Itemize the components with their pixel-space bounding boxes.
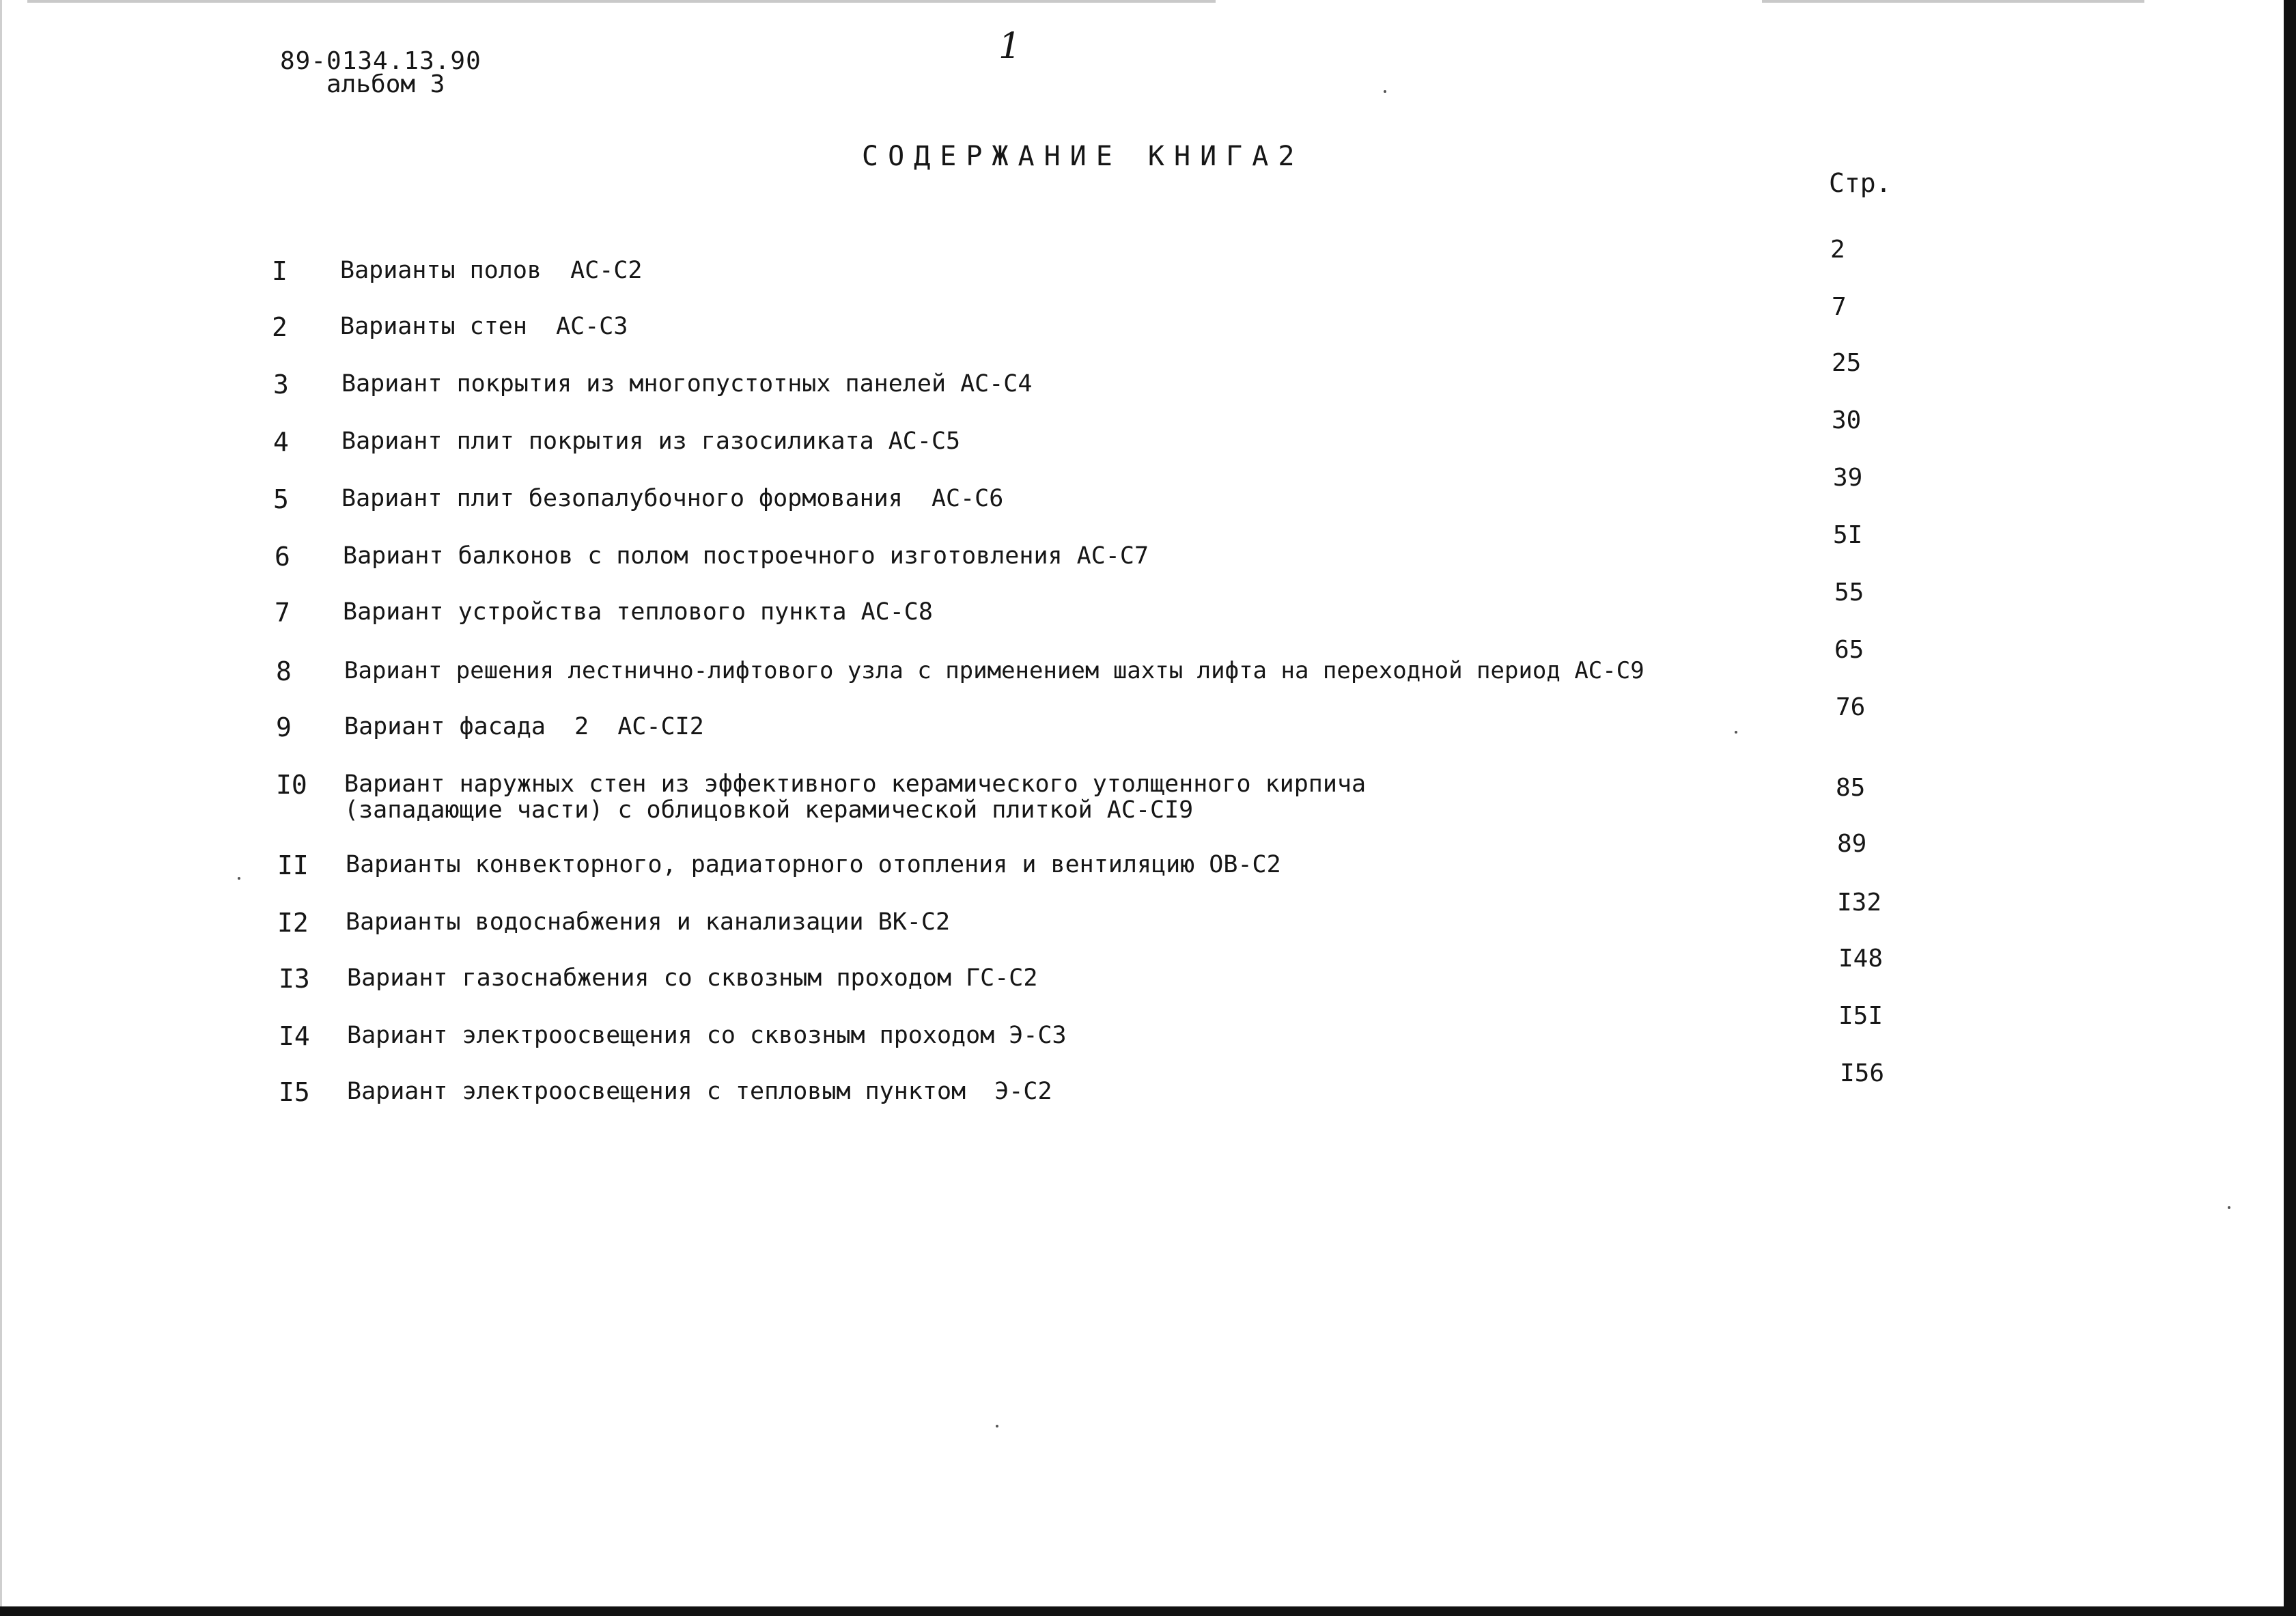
toc-entry-title: Вариант фасада 2 АС-СI2 xyxy=(344,713,704,740)
scan-bottom-border xyxy=(0,1606,2296,1616)
toc-entry-title: Вариант балконов с полом построечного изготовления АС-С7 xyxy=(343,542,1149,570)
toc-entry-page: 30 xyxy=(1832,406,1862,434)
toc-entry-page: I56 xyxy=(1840,1059,1885,1087)
toc-entry-number: 6 xyxy=(275,542,290,572)
toc-entry-title-continuation: (западающие части) с облицовкой керамической плиткой АС-СI9 xyxy=(344,796,1194,824)
toc-entry-number: 8 xyxy=(276,656,292,686)
toc-entry-title: Варианты водоснабжения и канализации ВК-С2 xyxy=(346,908,951,936)
scan-speck xyxy=(238,877,240,880)
page-column-header: Стр. xyxy=(1829,168,1892,198)
toc-entry-title: Вариант электроосвещения с тепловым пунктом Э-С2 xyxy=(347,1078,1052,1105)
scan-left-edge xyxy=(0,0,2,1616)
toc-entry-number: 3 xyxy=(273,370,289,400)
scan-speck xyxy=(2228,1206,2230,1209)
toc-entry-title: Вариант устройства теплового пункта АС-С8 xyxy=(343,598,933,626)
toc-entry-title: Варианты стен АС-С3 xyxy=(340,313,628,340)
toc-entry-page: I5I xyxy=(1838,1002,1884,1030)
toc-entry-number: II xyxy=(277,850,309,880)
toc-entry-page: 7 xyxy=(1832,293,1847,321)
toc-entry-page: 85 xyxy=(1836,774,1866,802)
toc-entry-title: Вариант плит безопалубочного формования АС-С6 xyxy=(341,485,1004,512)
toc-entry-number: I2 xyxy=(277,908,309,938)
album-label: альбом 3 xyxy=(326,70,445,98)
toc-entry-title: Варианты конвекторного, радиаторного отопления и вентиляцию ОВ-С2 xyxy=(346,851,1281,878)
toc-entry-title: Вариант решения лестнично-лифтового узла с применением шахты лифта на переходной период АС-С9 xyxy=(344,657,1644,684)
scan-right-border xyxy=(2284,0,2296,1616)
scan-speck xyxy=(1735,731,1737,734)
toc-entry-number: 2 xyxy=(272,312,288,342)
toc-entry-page: 2 xyxy=(1830,236,1845,264)
toc-entry-page: 25 xyxy=(1832,349,1862,377)
toc-entry-page: I48 xyxy=(1838,945,1884,973)
scan-top-edge xyxy=(1762,0,2144,3)
toc-entry-number: 4 xyxy=(273,427,289,457)
toc-entry-number: 7 xyxy=(275,598,290,628)
document-code: 89-0134.13.90 xyxy=(280,47,481,75)
scan-speck xyxy=(1384,90,1386,93)
toc-entry-number: I0 xyxy=(276,770,307,800)
toc-entry-page: 55 xyxy=(1834,579,1864,607)
page-number: 1 xyxy=(998,26,1022,67)
toc-entry-title: Вариант покрытия из многопустотных панелей АС-С4 xyxy=(341,370,1033,398)
toc-entry-page: I32 xyxy=(1837,889,1882,917)
scan-speck xyxy=(996,1425,998,1427)
toc-entry-number: I5 xyxy=(279,1077,310,1107)
toc-entry-page: 65 xyxy=(1834,636,1864,664)
toc-entry-number: 9 xyxy=(276,712,292,742)
toc-entry-title: Варианты полов АС-С2 xyxy=(340,257,643,284)
toc-entry-number: 5 xyxy=(273,484,289,514)
toc-entry-title: Вариант электроосвещения со сквозным проходом Э-С3 xyxy=(347,1022,1067,1049)
toc-entry-page: 76 xyxy=(1836,693,1866,721)
toc-entry-number: I xyxy=(272,256,288,286)
toc-entry-title: Вариант газоснабжения со сквозным проходом ГС-С2 xyxy=(347,964,1038,992)
toc-entry-title: Вариант наружных стен из эффективного керамического утолщенного кирпича xyxy=(344,770,1367,798)
toc-entry-page: 5I xyxy=(1833,521,1863,549)
page-title: СОДЕРЖАНИЕ КНИГА2 xyxy=(862,141,1304,172)
toc-entry-title: Вариант плит покрытия из газосиликата АС-С5 xyxy=(341,428,961,455)
scan-top-edge xyxy=(27,0,1216,3)
toc-entry-page: 39 xyxy=(1833,464,1863,492)
toc-entry-number: I3 xyxy=(279,964,310,994)
toc-entry-page: 89 xyxy=(1837,830,1867,858)
toc-entry-number: I4 xyxy=(279,1021,310,1051)
